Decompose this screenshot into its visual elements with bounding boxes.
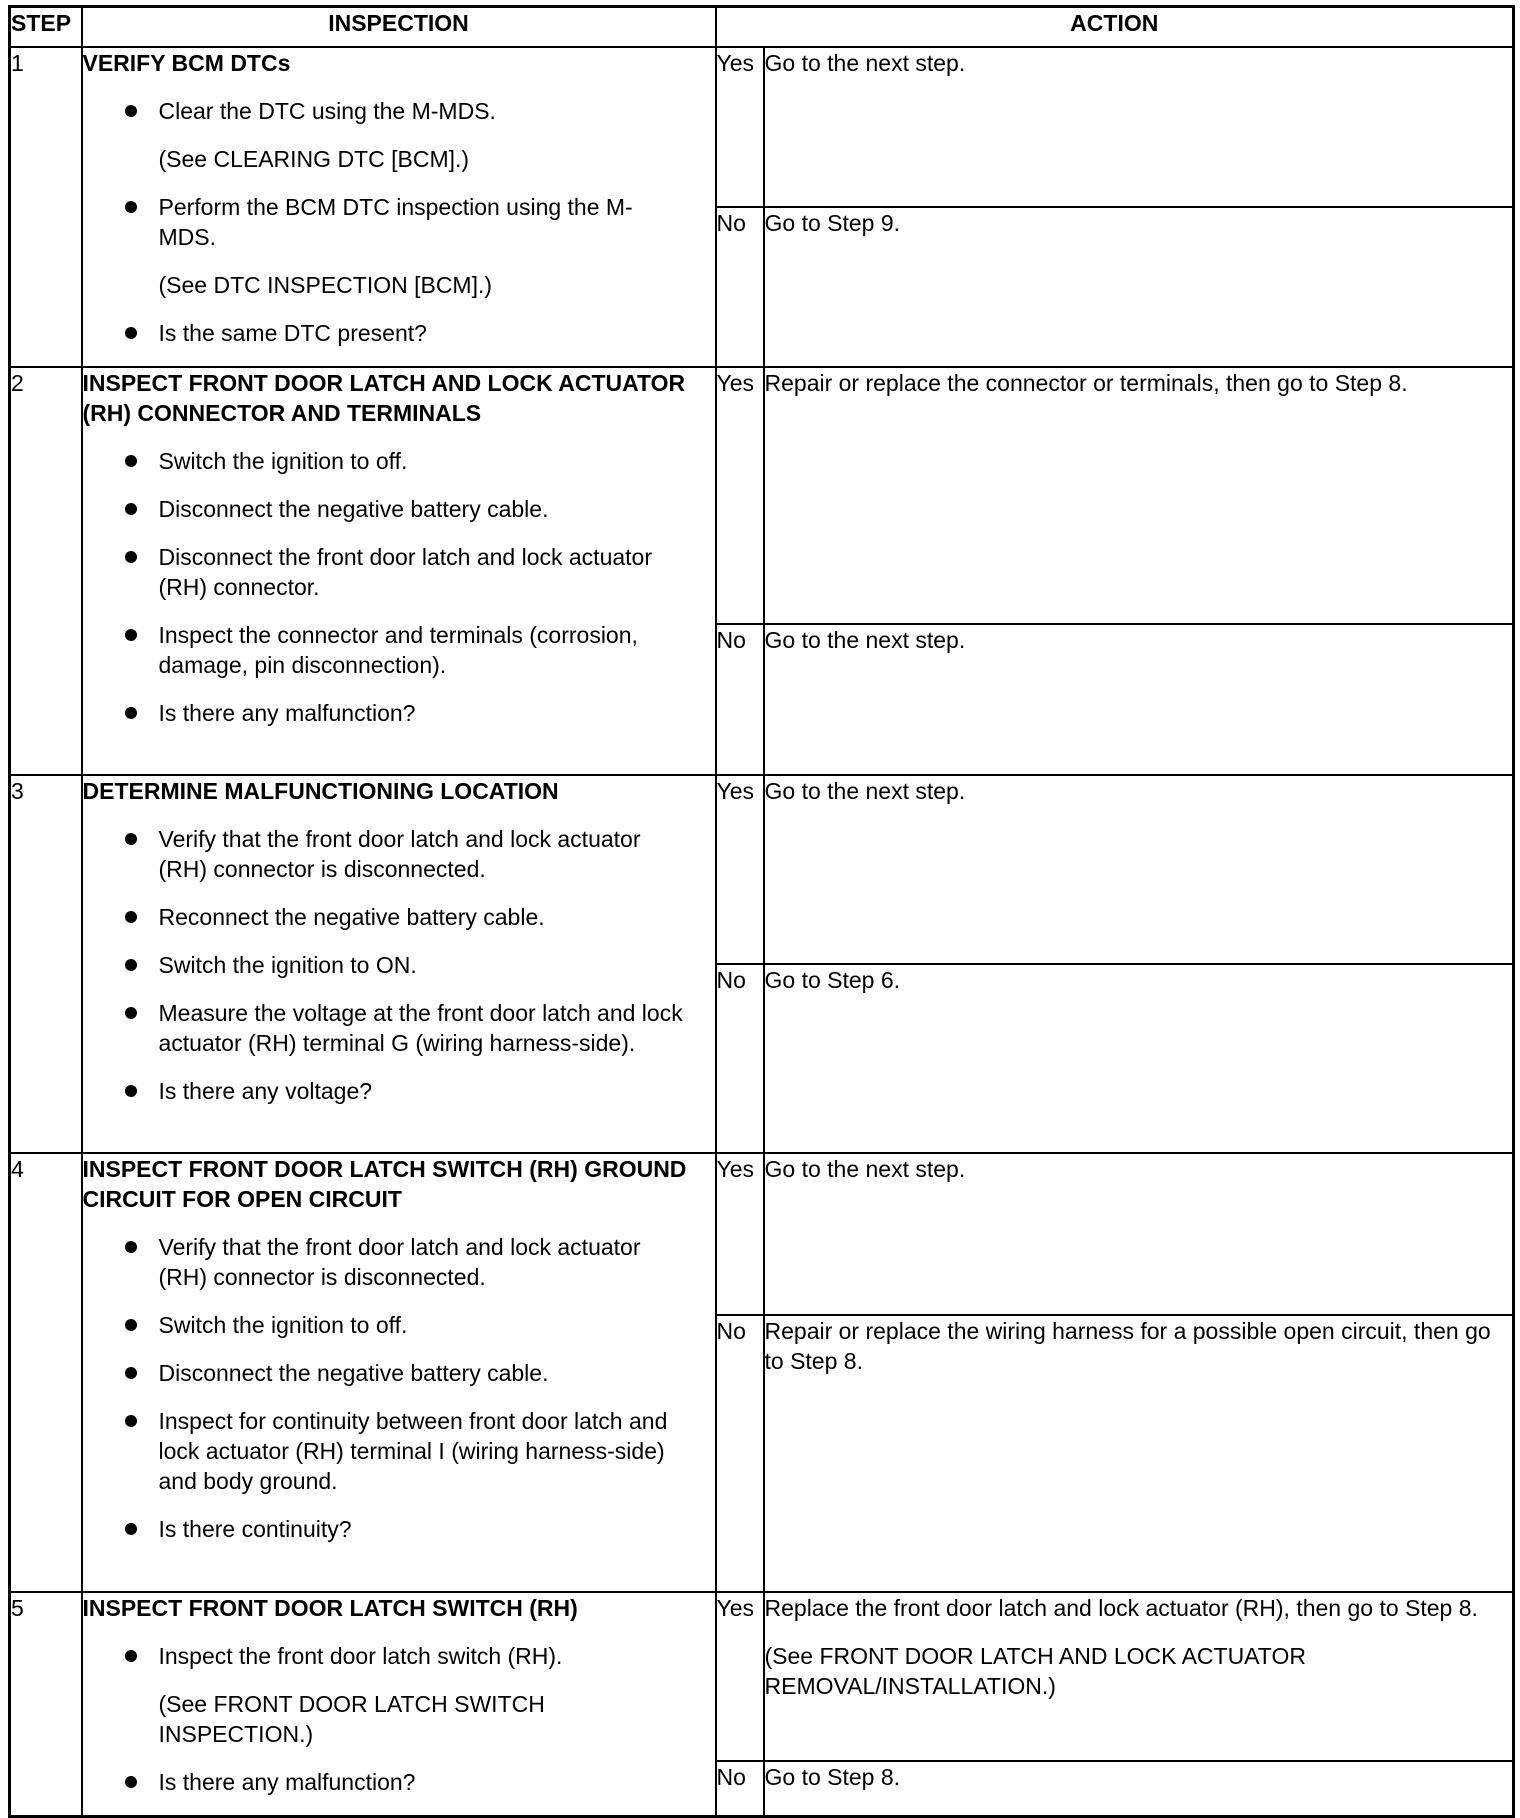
action-text: Repair or replace the wiring harness for a possible open circuit, then go to Step 8. [764, 1318, 1491, 1374]
bullet-item: Disconnect the front door latch and lock actuator (RH) connector. [83, 542, 715, 602]
bullet-item: Disconnect the negative battery cable. [83, 1358, 715, 1388]
action-text: Replace the front door latch and lock actuator (RH), then go to Step 8. [764, 1595, 1478, 1621]
step-number: 3 [10, 775, 82, 1153]
action-text: Go to the next step. [764, 50, 966, 76]
action-text: Go to Step 6. [764, 967, 901, 993]
action-text: Go to the next step. [764, 1156, 966, 1182]
bullet-item: Inspect the connector and terminals (corrosion, damage, pin disconnection). [83, 620, 715, 680]
yes-action [764, 367, 1514, 624]
header-step: STEP [10, 7, 82, 48]
inspection-list [83, 824, 715, 1106]
step-title: INSPECT FRONT DOOR LATCH AND LOCK ACTUATOR (RH) CONNECTOR AND TERMINALS [82, 370, 686, 426]
reference-note: (See FRONT DOOR LATCH SWITCH INSPECTION.) [158, 1691, 545, 1747]
step-title: DETERMINE MALFUNCTIONING LOCATION [82, 778, 559, 804]
bullet-item: Is there any malfunction? [83, 1767, 715, 1797]
inspection-cell [82, 47, 716, 367]
bullet-item: Is there continuity? [83, 1514, 715, 1544]
no-label: No [716, 964, 764, 1153]
action-text: Go to the next step. [764, 778, 966, 804]
bullet-item: Verify that the front door latch and lock actuator (RH) connector is disconnected. [83, 824, 715, 884]
step-row-5-yes [10, 1592, 1514, 1761]
inspection-cell [82, 775, 716, 1153]
bullet-item: Switch the ignition to off. [83, 446, 715, 476]
yes-label: Yes [716, 47, 764, 207]
yes-action [764, 1153, 1514, 1315]
bullet-item: Inspect the front door latch switch (RH). [83, 1641, 715, 1671]
reference-note: (See CLEARING DTC [BCM].) [158, 146, 470, 172]
no-label: No [716, 207, 764, 367]
bullet-item: Clear the DTC using the M-MDS. [83, 96, 715, 126]
inspection-list [83, 96, 715, 348]
step-row-4-yes [10, 1153, 1514, 1315]
action-text: Go to the next step. [764, 627, 966, 653]
yes-label: Yes [716, 1592, 764, 1761]
inspection-list [83, 1232, 715, 1544]
step-number: 1 [10, 47, 82, 367]
yes-action [764, 775, 1514, 964]
bullet-item: Disconnect the negative battery cable. [83, 494, 715, 524]
yes-action [764, 1592, 1514, 1761]
table-body [10, 47, 1514, 1817]
bullet-item: Is there any voltage? [83, 1076, 715, 1106]
no-action [764, 207, 1514, 367]
reference-note: (See DTC INSPECTION [BCM].) [158, 272, 493, 298]
bullet-item: Switch the ignition to ON. [83, 950, 715, 980]
step-number: 2 [10, 367, 82, 775]
bullet-item: Reconnect the negative battery cable. [83, 902, 715, 932]
bullet-item: Verify that the front door latch and lock actuator (RH) connector is disconnected. [83, 1232, 715, 1292]
step-row-3-yes [10, 775, 1514, 964]
bullet-item: Perform the BCM DTC inspection using the M-MDS. [83, 192, 715, 252]
inspection-list [83, 446, 715, 728]
inspection-cell [82, 1153, 716, 1592]
bullet-item: Inspect for continuity between front door latch and lock actuator (RH) terminal I (wiring harness-side) and body ground. [83, 1406, 715, 1496]
diagnostic-procedure-table [8, 5, 1515, 1818]
yes-label: Yes [716, 367, 764, 624]
no-action [764, 1315, 1514, 1592]
bullet-item: Is there any malfunction? [83, 698, 715, 728]
step-title: INSPECT FRONT DOOR LATCH SWITCH (RH) [82, 1595, 578, 1621]
step-number: 4 [10, 1153, 82, 1592]
bullet-item: Measure the voltage at the front door latch and lock actuator (RH) terminal G (wiring harness-side). [83, 998, 715, 1058]
header-row [10, 7, 1514, 48]
step-row-1-yes [10, 47, 1514, 207]
header-action: ACTION [716, 7, 1514, 48]
inspection-cell [82, 1592, 716, 1817]
action-text: Repair or replace the connector or terminals, then go to Step 8. [764, 370, 1408, 396]
no-label: No [716, 624, 764, 775]
yes-label: Yes [716, 1153, 764, 1315]
no-action [764, 1761, 1514, 1816]
step-title: VERIFY BCM DTCs [82, 50, 291, 76]
yes-action [764, 47, 1514, 207]
action-text: (See FRONT DOOR LATCH AND LOCK ACTUATOR REMOVAL/INSTALLATION.) [764, 1643, 1306, 1699]
no-action [764, 964, 1514, 1153]
inspection-cell [82, 367, 716, 775]
bullet-item: Switch the ignition to off. [83, 1310, 715, 1340]
inspection-list [83, 1641, 715, 1797]
action-text: Go to Step 9. [764, 210, 901, 236]
header-inspection: INSPECTION [82, 7, 716, 48]
no-label: No [716, 1315, 764, 1592]
yes-label: Yes [716, 775, 764, 964]
action-text: Go to Step 8. [764, 1764, 901, 1791]
step-title: INSPECT FRONT DOOR LATCH SWITCH (RH) GROUND CIRCUIT FOR OPEN CIRCUIT [82, 1156, 687, 1212]
step-row-2-yes [10, 367, 1514, 624]
step-number: 5 [10, 1592, 82, 1817]
bullet-item: Is the same DTC present? [83, 318, 715, 348]
no-label: No [716, 1761, 764, 1816]
no-action [764, 624, 1514, 775]
